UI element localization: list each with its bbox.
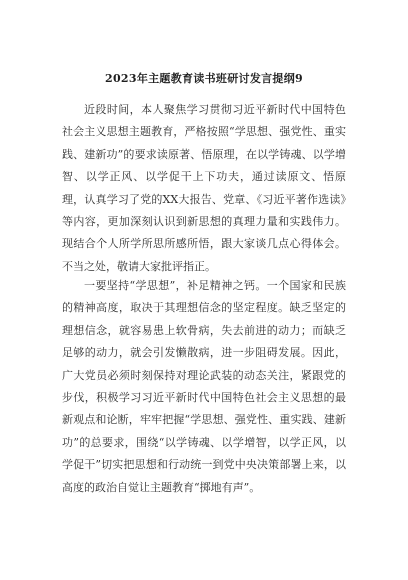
paragraph-intro: 近段时间，本人聚焦学习贯彻习近平新时代中国特色社会主义思想主题教育，严格按照“学思想、强党性、重实践、建新功”的要求读原著、悟原理，在以学铸魂、以学增智、以学正风、以学促干上下功夫，通过读原文、悟原理，认真学习了党的XX大报告、党章、《习近平著作选读》等内容，更加深刻认识到新思想的真理力量和实践伟力。现结合个人所学所思所感所悟，跟大家谈几点心得体会。不当之处，敬请大家批评指正。	[62, 103, 346, 273]
paragraph-point-one: 一要坚持“学思想”，补足精神之钙。一个国家和民族的精神高度，取决于其理想信念的坚定程度。缺乏坚定的理想信念，就容易患上软骨病，失去前进的动力；而缺乏足够的动力，就会引发懒散病，进一步阻碍发展。因此，广大党员必须时刻保持对理论武装的动态关注，紧跟党的步伐，积极学习习近平新时代中国特色社会主义思想的最新观点和论断，牢牢把握“学思想、强党性、重实践、建新功”的总要求，围绕“以学铸魂、以学增智，以学正风，以学促干”切实把思想和行动统一到党中央决策部署上来，以高度的政治自觉让主题教育“掷地有声”。	[62, 279, 346, 494]
document-title: 2023年主题教育读书班研讨发言提纲9	[105, 72, 303, 85]
document-body-section-2	[62, 275, 346, 499]
document-body-section-1	[62, 99, 346, 278]
